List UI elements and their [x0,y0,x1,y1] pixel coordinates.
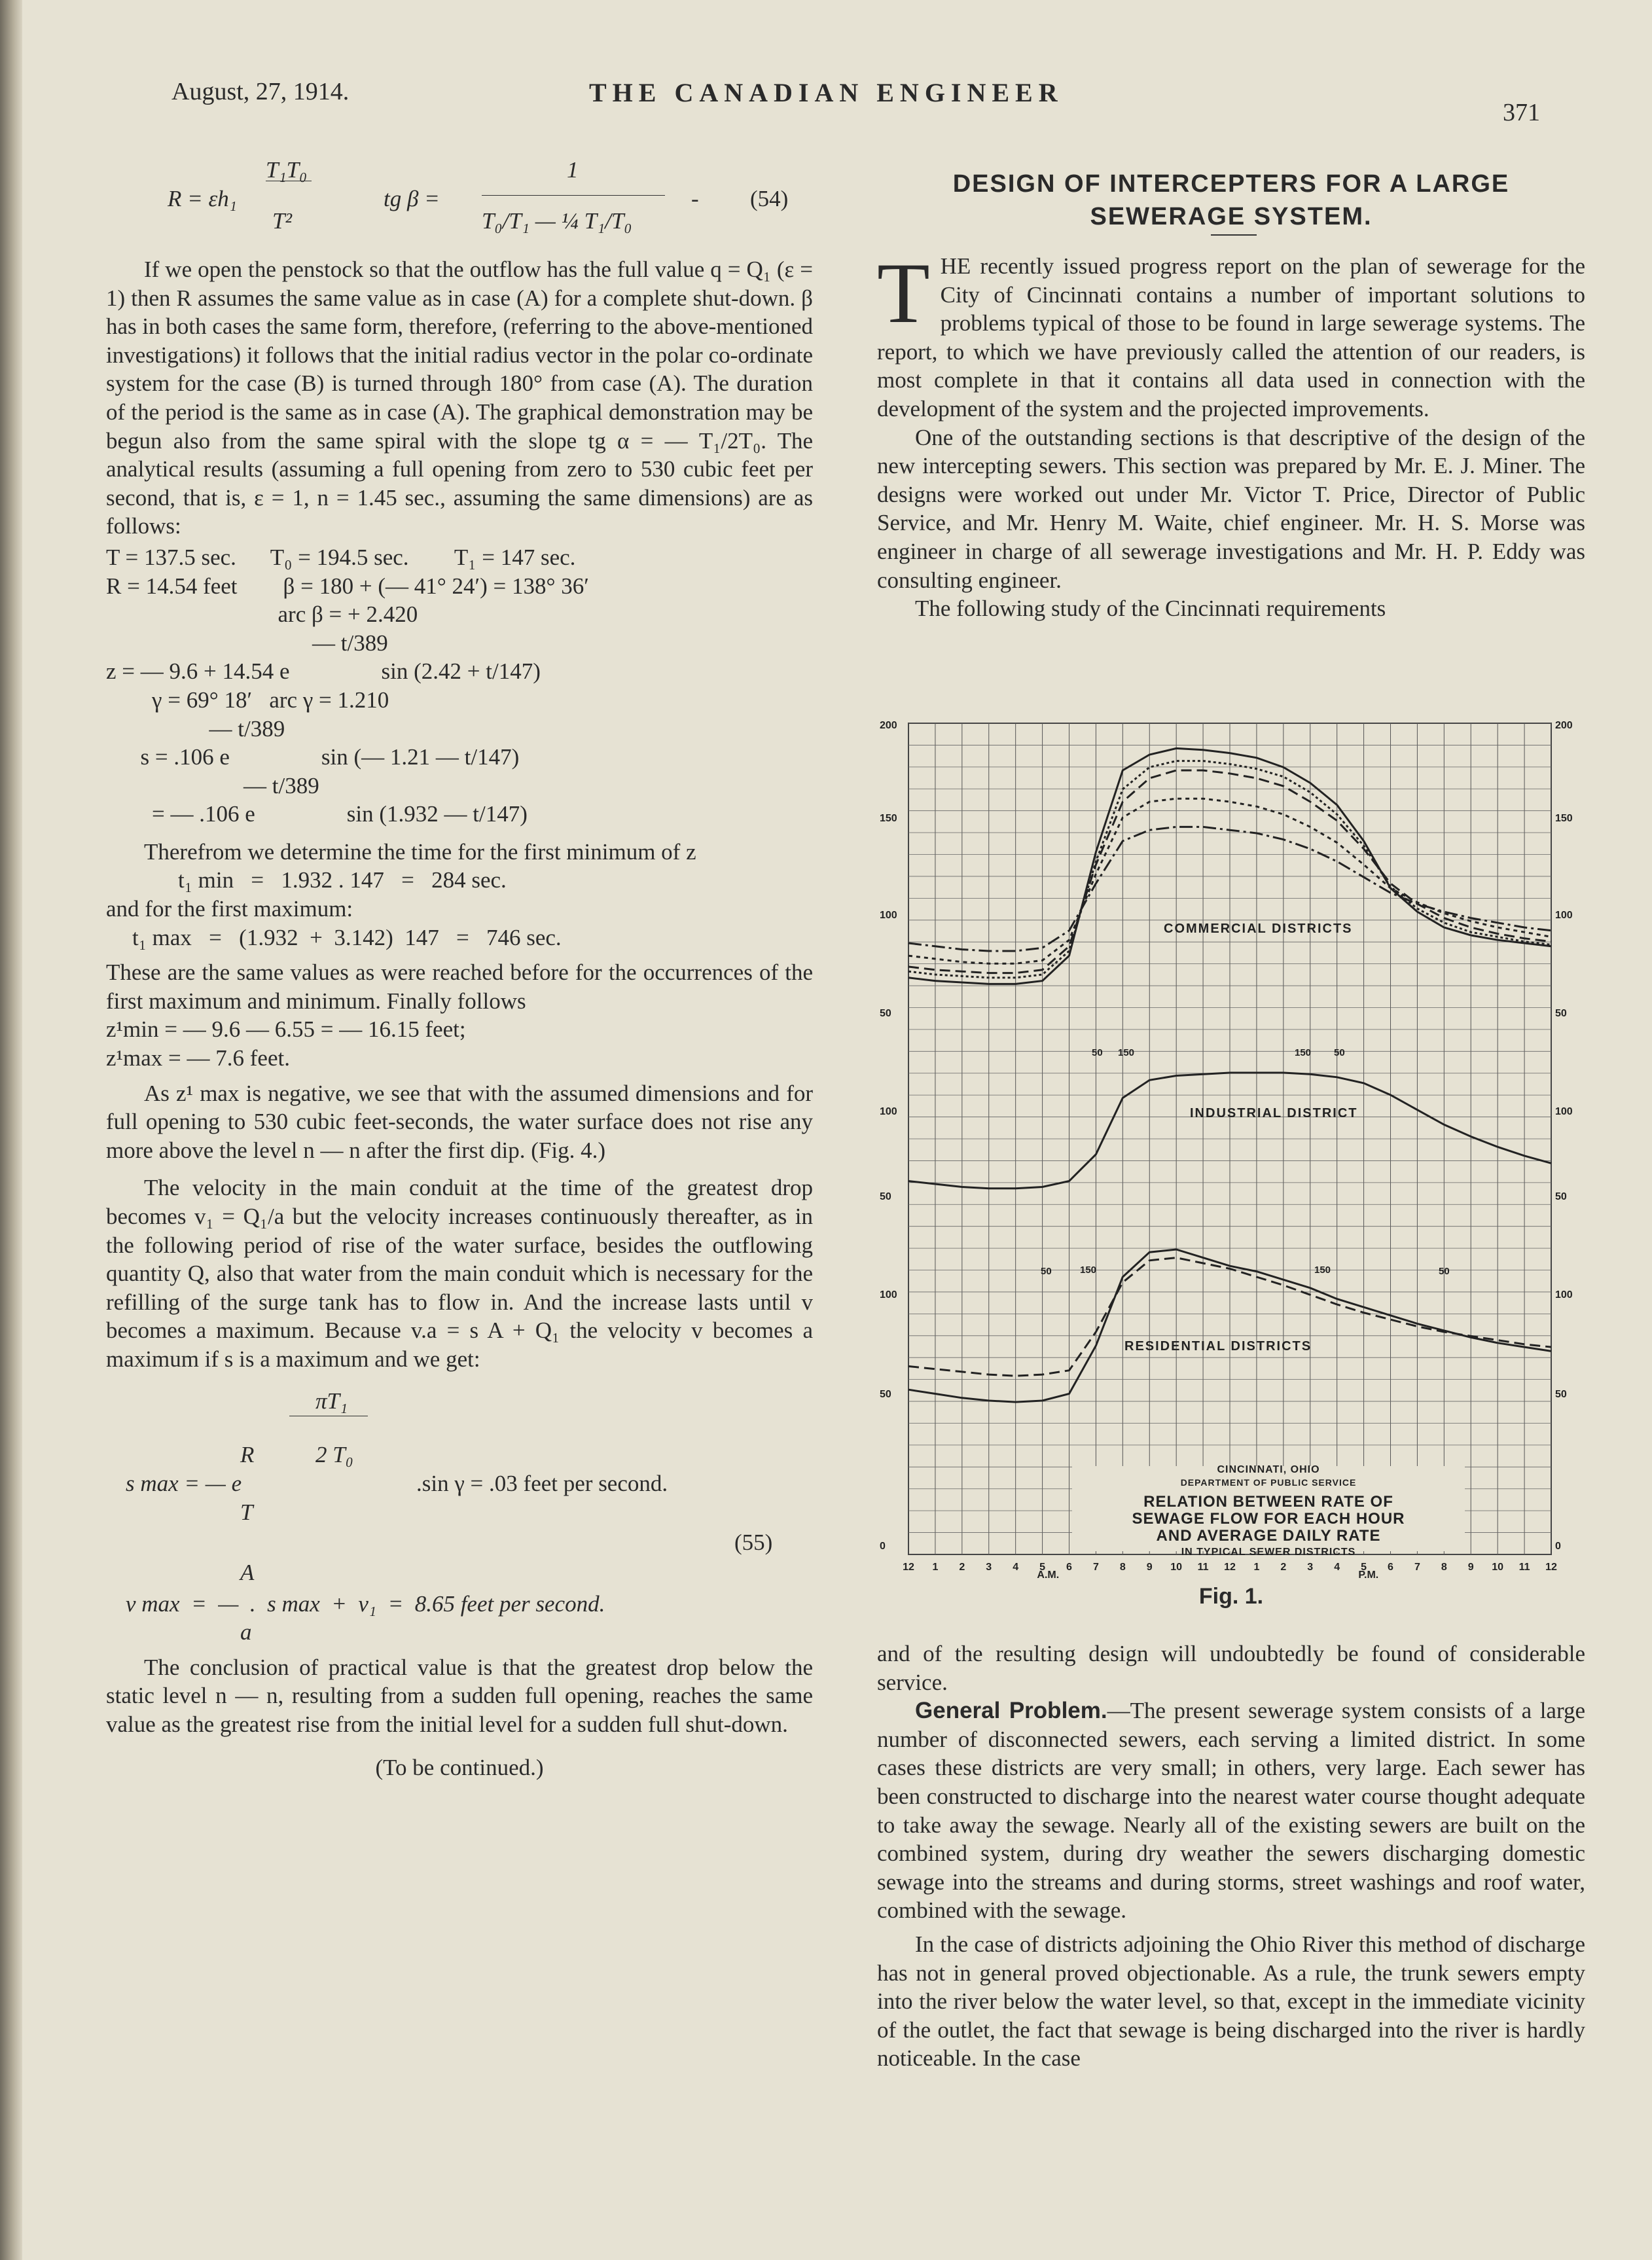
journal-title: THE CANADIAN ENGINEER [589,78,1064,107]
general-problem-heading: General Problem. [915,1698,1107,1724]
y-tick-label: 100 [880,1289,897,1300]
para-conclusion: The conclusion of practical value is that the greatest drop below the static level n — n, resulting from a sudden full opening, reaches the same value as the greatest rise from the initial level for a sudden full shut-down. [106,1654,813,1737]
equation-54: T₁T₀ R = εh₁ T² tg β = 1 T₀/T₁ — ¼ T₁/T₀ - (54) [168,157,789,234]
right-column-lower [877,1640,1585,2073]
y-tick-label: 50 [880,1191,891,1202]
x-period-label: P.M. [1358,1569,1379,1581]
x-tick-label: 2 [1280,1562,1287,1573]
x-tick-label: 11 [1518,1562,1530,1573]
x-tick-label: 2 [959,1562,965,1573]
eq55-tail: .sin γ = .03 feet per second. [416,1470,668,1496]
result-line: — t/389 [106,715,285,742]
x-tick-label: 12 [903,1562,914,1573]
t-max: t₁ max = (1.932 + 3.142) 147 = 746 sec. [132,924,562,950]
eq55-exp-den: 2 T₀ [315,1441,353,1467]
y-tick-label-right: 100 [1555,1106,1573,1117]
eq55-T: T [240,1499,253,1525]
para-negative: As z¹ max is negative, we see that with the assumed dimensions and for full opening to 530 cubic feet-seconds, the water surface does not rise any more above the level n — n after the first dip. (Fig. 4.) [106,1080,813,1163]
x-tick-label: 4 [1334,1562,1340,1573]
x-period-label: A.M. [1037,1569,1060,1581]
panel-tick-label: 50 [1041,1266,1052,1277]
x-tick-label: 3 [986,1562,992,1573]
y-tick-label: 150 [880,813,897,824]
y-tick-label: 100 [880,910,897,921]
eq55-exp-num: πT₁ [315,1388,348,1414]
x-tick-label: 6 [1388,1562,1393,1573]
panel-tick-label: 50 [1092,1047,1103,1058]
result-line: z = — 9.6 + 14.54 e sin (2.42 + t/147) [106,658,541,685]
article-title: DESIGN OF INTERCEPTERS FOR A LARGE SEWERAGE SYSTEM. [952,170,1510,230]
x-tick-label: 1 [932,1562,939,1573]
eq54-den2: T₀/T₁ — ¼ T₁/T₀ [482,208,632,234]
drop-cap: T [877,245,930,341]
sewage-flow-chart [877,710,1585,1581]
eq55-R: R [240,1441,255,1467]
x-tick-label: 11 [1197,1562,1209,1573]
y-tick-label-right: 150 [1555,813,1573,824]
eq54-num2: 1 [567,157,579,183]
para-outstanding: One of the outstanding sections is that descriptive of the design of the new intercepting sewers. This section was prepared by Mr. E. J. Miner. The designs were worked out under Mr. Victor T. Price, Director of Public Service, and Mr. Henry M. Waite, chief engineer. Mr. H. S. Morse was engineer in charge of all sewerage investigations and Mr. H. P. Eddy was consulting engineer. [877,424,1585,593]
analytical-results [106,543,813,829]
para-intro: HE recently issued progress report on the plan of sewerage for the City of Cincinnati contains a number of important solutions to problems typical of those to be found in large sewerage systems. The report, to which we have previously called the attention of our readers, is most complete in that it contains all data used in connection with the development of the system and the projected improvements. [877,253,1585,422]
y-tick-label-right: 100 [1555,1289,1573,1300]
x-tick-label: 9 [1146,1562,1153,1573]
x-tick-label: 5 [1361,1562,1367,1573]
para-same-values: These are the same values as were reached before for the occurrences of the first maximum and minimum. Finally follows [106,960,813,1014]
y-tick-label: 0 [880,1541,886,1552]
para-following: The following study of the Cincinnati requirements [915,596,1386,622]
x-tick-label: 7 [1092,1562,1099,1573]
annotation-line: RELATION BETWEEN RATE OF [1143,1493,1393,1511]
para-velocity: The velocity in the main conduit at the time of the greatest drop becomes v₁ = Q₁/a but the velocity increases continuously thereafter, as in the following period of rise of the water surface, besides the outflowing quantity Q, also that water from the main conduit which is necessary for the refilling of the surge tank has to flow in. And the increase lasts until v becomes a maximum. Because v.a = s A + Q₁ the velocity v becomes a maximum if s is a maximum and we get: [106,1175,813,1372]
x-tick-label: 3 [1307,1562,1314,1573]
x-tick-label: 1 [1253,1562,1260,1573]
result-line: s = .106 e sin (— 1.21 — t/147) [106,744,520,770]
header-date: August, 27, 1914. [171,78,350,105]
x-tick-label: 10 [1492,1562,1504,1573]
panel-tick-label: 150 [1295,1047,1312,1058]
eq55-A: A [240,1559,255,1585]
figure-1 [877,710,1585,1587]
annotation-line: IN TYPICAL SEWER DISTRICTS [1181,1547,1356,1558]
para-ohio: In the case of districts adjoining the Ohio River this method of discharge has not in general proved objectionable. As a rule, the trunk sewers empty into the river below the water level, so that, except in the immediate vicinity of the outlet, the fact that sewage is being discharged into the river is hardly noticeable. In the case [877,1931,1585,2072]
t-min: t₁ min = 1.932 . 147 = 284 sec. [178,867,507,893]
eq54-tg: tg β = [384,186,440,211]
panel-tick-label: 150 [1118,1047,1135,1058]
y-tick-label-right: 50 [1555,1191,1567,1202]
para-therefrom: Therefrom we determine the time for the first minimum of z [144,838,696,865]
result-line: T = 137.5 sec. T₀ = 194.5 sec. T₁ = 147 sec. [106,544,576,570]
y-tick-label-right: 100 [1555,910,1573,921]
y-tick-label: 100 [880,1106,897,1117]
result-line: R = 14.54 feet β = 180 + (— 41° 24′) = 138° 36′ [106,573,589,599]
para-general-problem [877,1696,1585,1925]
eq54-den1: T² [272,208,292,234]
x-tick-label: 4 [1013,1562,1019,1573]
x-tick-label: 5 [1039,1562,1046,1573]
equation-55 [106,1374,813,1590]
panel-tick-label: 150 [1314,1265,1331,1276]
panel-tick-label: 50 [1334,1047,1345,1058]
panel-label: COMMERCIAL DISTRICTS [1164,922,1353,936]
result-line: — t/389 [106,630,388,656]
x-tick-label: 9 [1467,1562,1474,1573]
eq54-bar2 [482,195,665,196]
eq55-smax: s max = — e [126,1470,242,1496]
para-penstock: If we open the penstock so that the outflow has the full value q = Q₁ (ε = 1) then R assumes the same value as in case (A) for a complete shut-down. β has in both cases the same form, therefore, (referring to the above-mentioned investigations) it follows that the initial radius vector in the polar co-ordinate system for the case (B) is turned through 180° from case (A). The duration of the period is the same as in case (A). The graphical demonstration may be begun also from the same spiral with the slope tg α = — T₁/2T₀. The analytical results (assuming a full opening from zero to 530 cubic feet per second, that is, ε = 1, n = 1.45 sec., assuming the same dimensions) are as follows: [106,257,813,539]
result-line: — t/389 [106,772,319,798]
annotation-line: AND AVERAGE DAILY RATE [1156,1527,1381,1545]
title-rule [1211,234,1257,236]
page-gutter [0,0,22,2260]
panel-tick-label: 150 [1080,1265,1097,1276]
eq54-num1: T₁T₀ [266,157,308,183]
para-resulting: and of the resulting design will undoubtedly be found of considerable service. [877,1641,1585,1695]
annotation-line: SEWAGE FLOW FOR EACH HOUR [1132,1510,1405,1528]
panel-label: INDUSTRIAL DISTRICT [1190,1106,1358,1121]
y-tick-label-right: 0 [1555,1541,1561,1552]
result-line: γ = 69° 18′ arc γ = 1.210 [106,687,389,713]
right-column [877,245,1585,623]
y-tick-label: 50 [880,1008,891,1019]
eq54-number: (54) [750,186,789,211]
left-column [106,255,813,1782]
panel-label: RESIDENTIAL DISTRICTS [1124,1339,1312,1354]
y-tick-label: 50 [880,1389,891,1400]
x-tick-label: 12 [1224,1562,1236,1573]
para-first-max: and for the first maximum: [106,896,353,922]
x-tick-label: 12 [1545,1562,1557,1573]
result-line: = — .106 e sin (1.932 — t/147) [106,801,528,827]
annotation-line: CINCINNATI, OHIO [1217,1464,1320,1475]
x-tick-label: 10 [1170,1562,1183,1573]
z-max: z¹max = — 7.6 feet. [106,1045,290,1071]
eq55-number: (55) [734,1529,773,1555]
y-tick-label: 200 [880,720,897,731]
y-tick-label-right: 50 [1555,1008,1567,1019]
eq54-lhs: R = εh₁ [168,186,237,211]
figure-caption: Fig. 1. [1198,1584,1264,1609]
x-tick-label: 7 [1414,1562,1420,1573]
y-tick-label-right: 200 [1555,720,1573,731]
x-tick-label: 8 [1441,1562,1447,1573]
eq55-vmax: v max = — . s max + v₁ = 8.65 feet per second. [126,1590,605,1617]
page-number: 371 [1503,99,1540,126]
result-line: arc β = + 2.420 [106,601,418,628]
x-tick-label: 8 [1119,1562,1126,1573]
panel-tick-label: 50 [1439,1266,1450,1277]
annotation-line: DEPARTMENT OF PUBLIC SERVICE [1180,1477,1357,1488]
general-problem-text: —The present sewerage system consists of a large number of disconnected sewers, each serving a limited district. In some cases these districts are very small; in others, very large. Each sewer has been constructed to discharge into the nearest water course thought adequate to take away the sewage. Nearly all of the existing sewers are built on the combined system, during dry weather the sewers discharging domestic sewage into the streams and during storms, street washings and roof water, combined with the sewage. [877,1698,1586,1924]
to-be-continued: (To be continued.) [375,1754,544,1780]
eq55-a: a [240,1619,252,1645]
y-tick-label-right: 50 [1555,1389,1567,1400]
x-tick-label: 6 [1066,1562,1072,1573]
z-min: z¹min = — 9.6 — 6.55 = — 16.15 feet; [106,1016,466,1043]
